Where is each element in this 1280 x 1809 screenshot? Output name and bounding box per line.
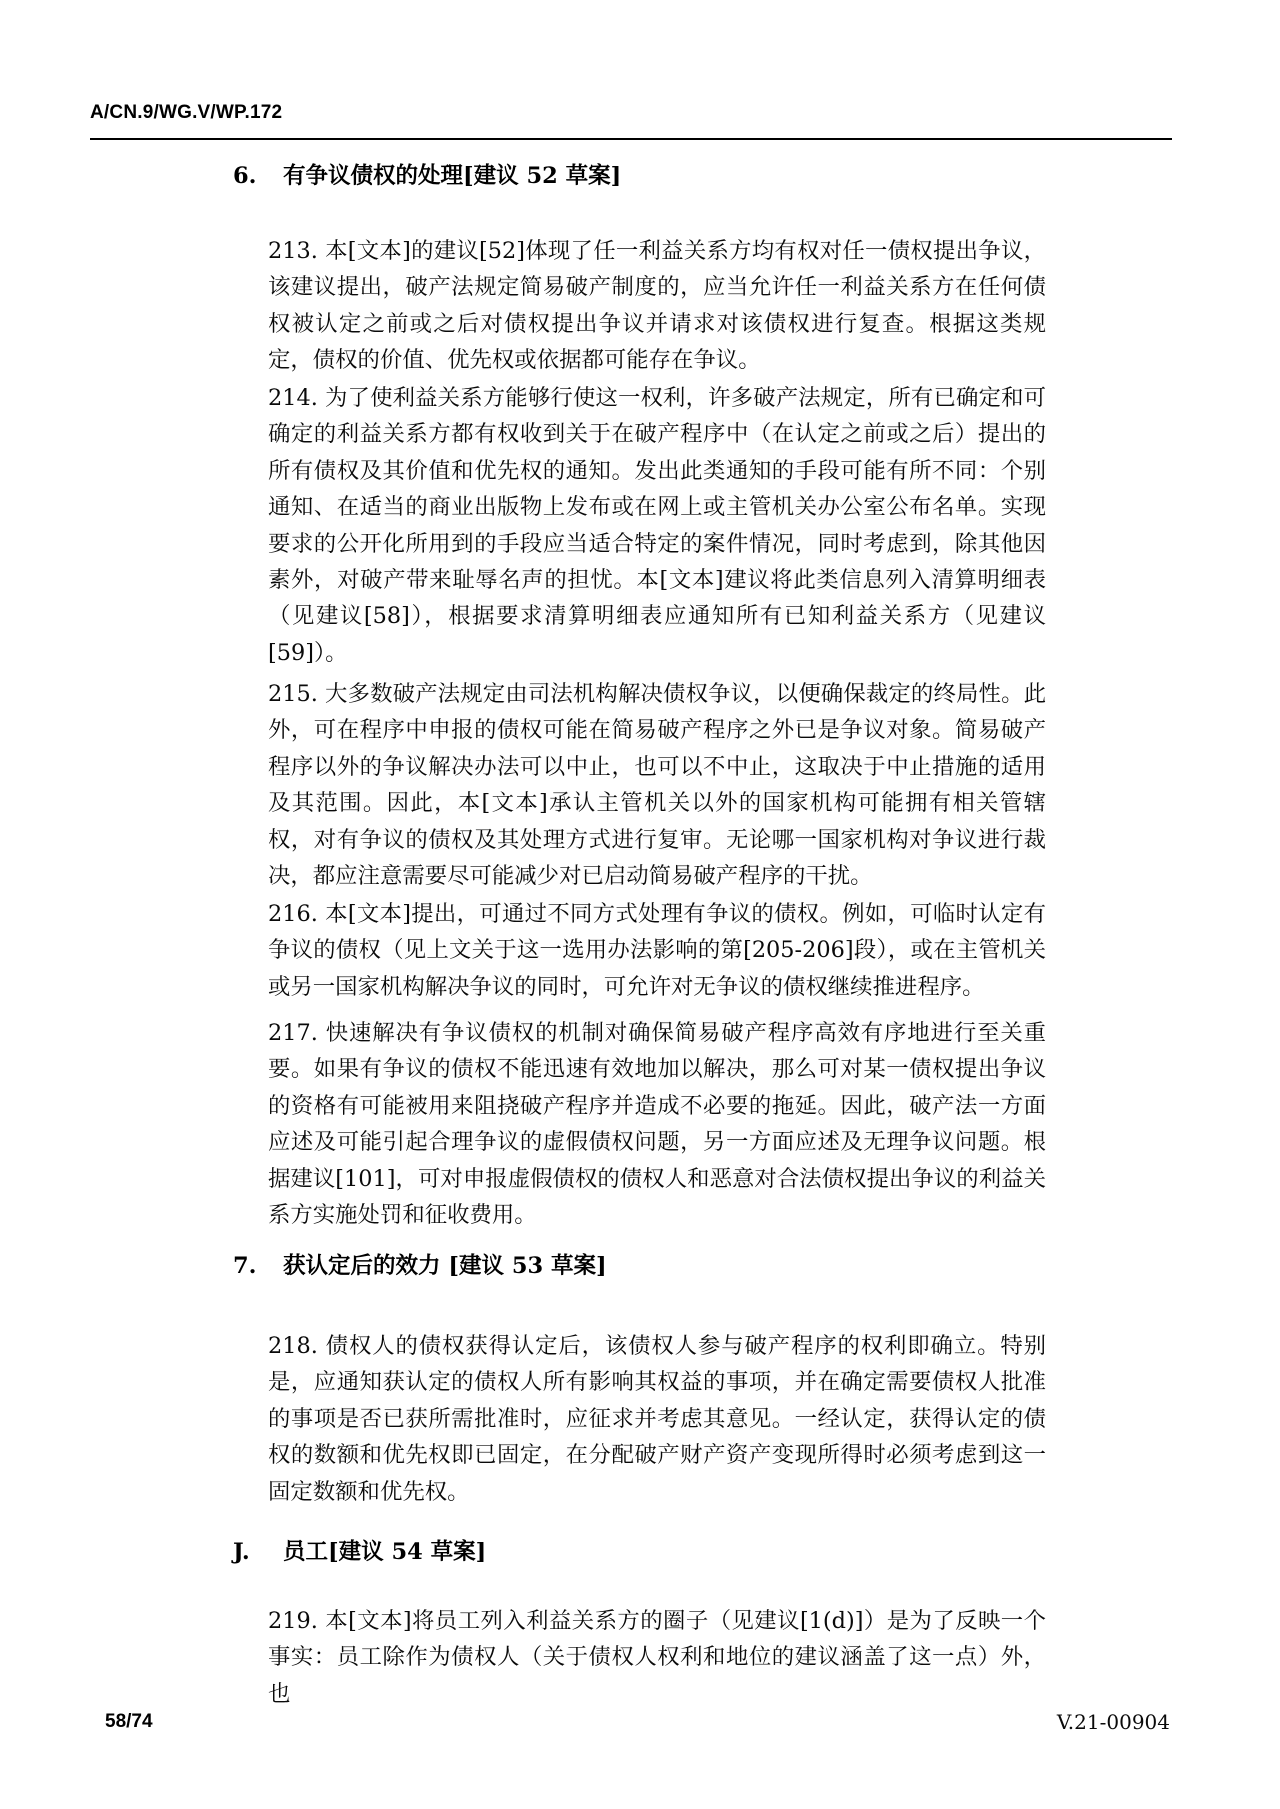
section-number: 7.	[233, 1253, 257, 1279]
paragraph-214	[268, 380, 1046, 671]
section-title: 获认定后的效力 [建议 53 草案]	[283, 1253, 607, 1279]
section-title: 员工[建议 54 草案]	[283, 1539, 487, 1565]
section-number: 6.	[233, 163, 257, 189]
section-heading-J	[233, 1537, 1053, 1567]
document-symbol: A/CN.9/WG.V/WP.172	[90, 102, 283, 123]
footer-document-code: V.21-00904	[1056, 1710, 1170, 1734]
paragraph-number: 219.	[268, 1608, 318, 1634]
paragraph-text: 为了使利益关系方能够行使这一权利，许多破产法规定，所有已确定和可确定的利益关系方都有权收到关于在破产程序中（在认定之前或之后）提出的所有债权及其价值和优先权的通知。发出此类通知的手段可能有所不同：个别通知、在适当的商业出版物上发布或在网上或主管机关办公室公布名单。实现要求的公开化所用到的手段应当适合特定的案件情况，同时考虑到，除其他因素外，对破产带来耻辱名声的担忧。本[文本]建议将此类信息列入清算明细表（见建议[58]），根据要求清算明细表应通知所有已知利益关系方（见建议[59]）。	[268, 385, 1046, 666]
paragraph-text: 大多数破产法规定由司法机构解决债权争议，以便确保裁定的终局性。此外，可在程序中申报的债权可能在简易破产程序之外已是争议对象。简易破产程序以外的争议解决办法可以中止，也可以不中止，这取决于中止措施的适用及其范围。因此，本[文本]承认主管机关以外的国家机构可能拥有相关管辖权，对有争议的债权及其处理方式进行复审。无论哪一国家机构对争议进行裁决，都应注意需要尽可能减少对已启动简易破产程序的干扰。	[268, 681, 1046, 890]
paragraph-number: 215.	[268, 681, 318, 707]
paragraph-number: 213.	[268, 238, 318, 264]
paragraph-number: 216.	[268, 901, 318, 927]
paragraph-215	[268, 676, 1046, 894]
footer-page-number: 58/74	[105, 1711, 153, 1732]
paragraph-218	[268, 1328, 1046, 1510]
paragraph-217	[268, 1015, 1046, 1233]
paragraph-text: 本[文本]将员工列入利益关系方的圈子（见建议[1(d)]）是为了反映一个事实：员工除作为债权人（关于债权人权利和地位的建议涵盖了这一点）外，也	[268, 1608, 1046, 1707]
paragraph-216	[268, 896, 1046, 1005]
paragraph-text: 快速解决有争议债权的机制对确保简易破产程序高效有序地进行至关重要。如果有争议的债权不能迅速有效地加以解决，那么可对某一债权提出争议的资格有可能被用来阻挠破产程序并造成不必要的拖延。因此，破产法一方面应述及可能引起合理争议的虚假债权问题，另一方面应述及无理争议问题。根据建议[101]，可对申报虚假债权的债权人和恶意对合法债权提出争议的利益关系方实施处罚和征收费用。	[268, 1020, 1046, 1229]
section-heading-6	[233, 161, 1053, 191]
section-heading-7	[233, 1251, 1053, 1281]
paragraph-number: 214.	[268, 385, 318, 411]
paragraph-213	[268, 233, 1046, 379]
paragraph-219	[268, 1603, 1046, 1712]
paragraph-text: 本[文本]提出，可通过不同方式处理有争议的债权。例如，可临时认定有争议的债权（见上文关于这一选用办法影响的第[205-206]段），或在主管机关或另一国家机构解决争议的同时，可允许对无争议的债权继续推进程序。	[268, 901, 1046, 1000]
paragraph-text: 本[文本]的建议[52]体现了任一利益关系方均有权对任一债权提出争议，该建议提出，破产法规定简易破产制度的，应当允许任一利益关系方在任何债权被认定之前或之后对债权提出争议并请求对该债权进行复查。根据这类规定，债权的价值、优先权或依据都可能存在争议。	[268, 238, 1046, 374]
paragraph-number: 218.	[268, 1333, 318, 1359]
section-title: 有争议债权的处理[建议 52 草案]	[283, 163, 622, 189]
header-rule	[90, 138, 1172, 140]
paragraph-number: 217.	[268, 1020, 318, 1046]
paragraph-text: 债权人的债权获得认定后，该债权人参与破产程序的权利即确立。特别是，应通知获认定的债权人所有影响其权益的事项，并在确定需要债权人批准的事项是否已获所需批准时，应征求并考虑其意见。一经认定，获得认定的债权的数额和优先权即已固定，在分配破产财产资产变现所得时必须考虑到这一固定数额和优先权。	[268, 1333, 1046, 1505]
section-number: J.	[233, 1539, 250, 1565]
